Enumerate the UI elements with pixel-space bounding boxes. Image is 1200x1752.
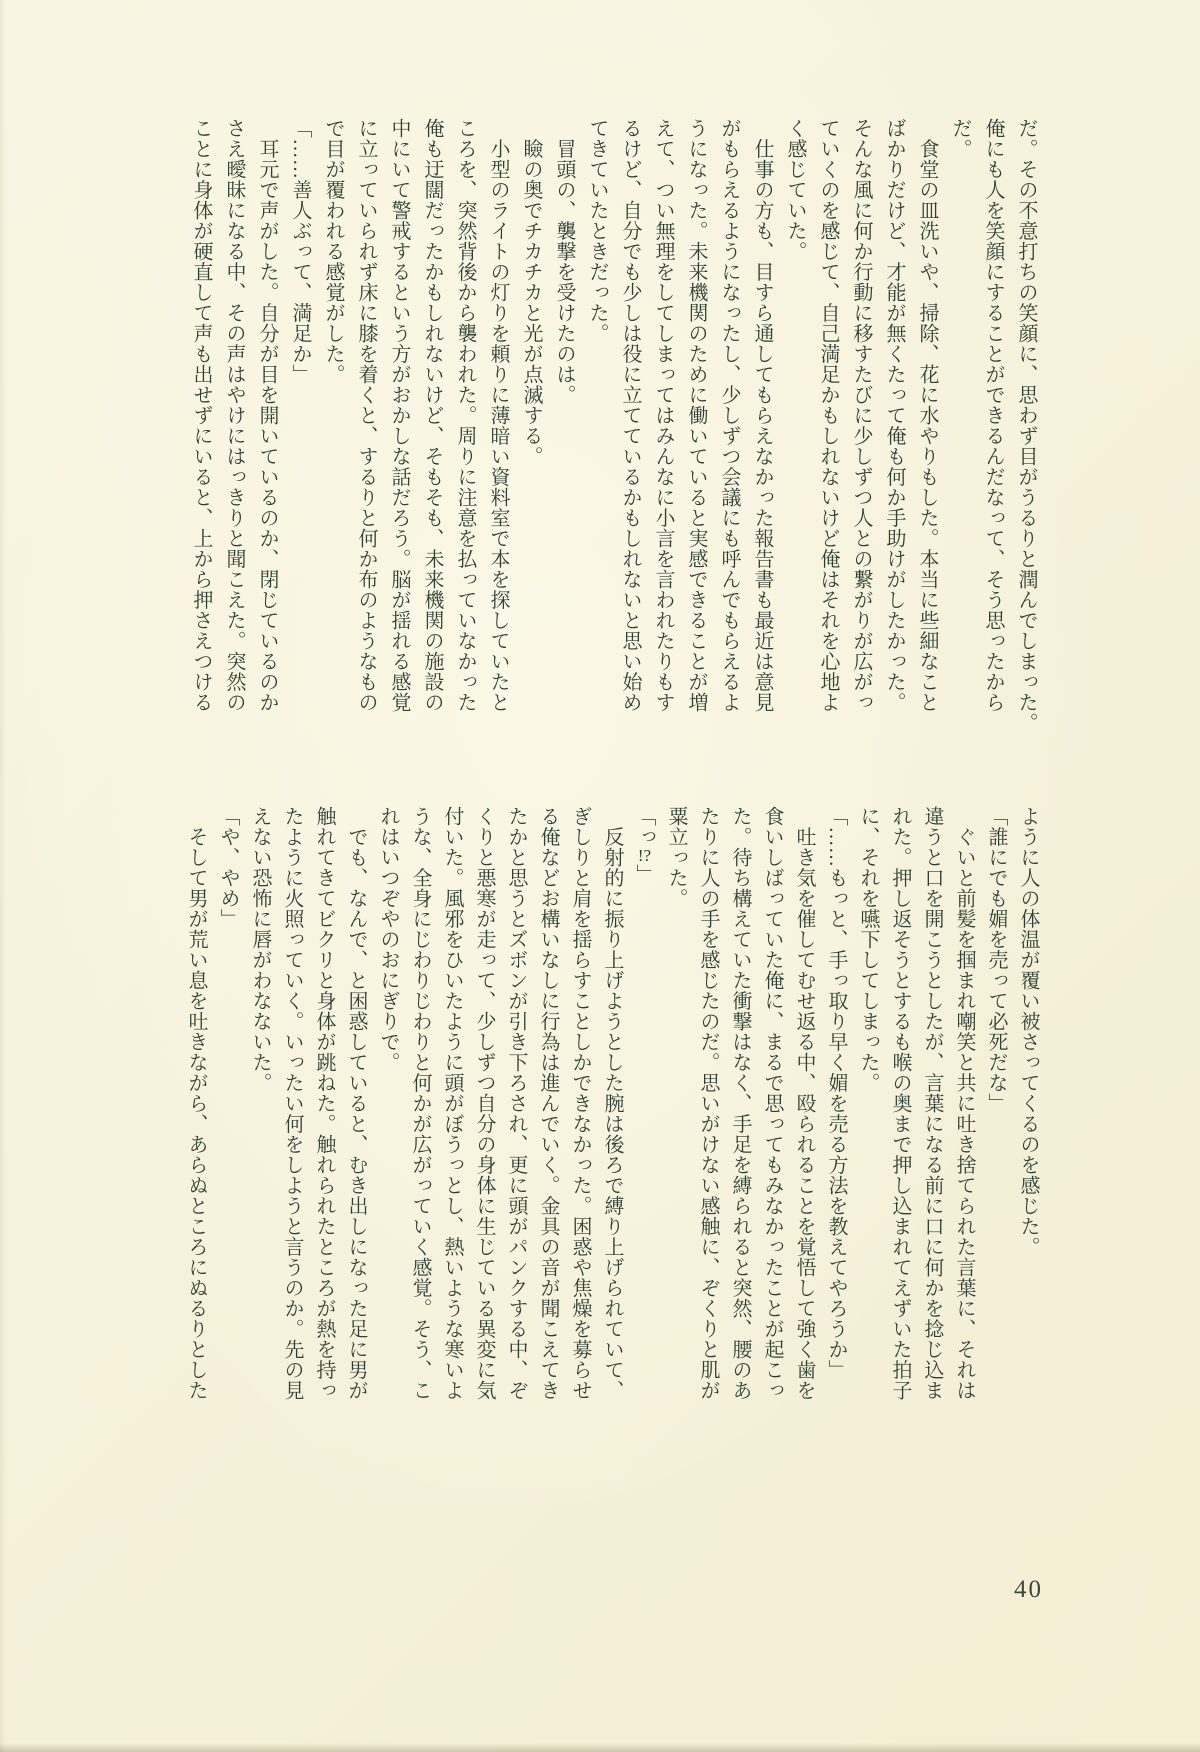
text-column: 吐き気を催してむせ返る中、殴られることを覚悟して強く歯を <box>793 806 815 1401</box>
text-column: る俺などお構いなしに行為は進んでいく。金具の音が聞こえてき <box>537 806 559 1401</box>
page-number: 40 <box>1014 1576 1043 1603</box>
text-column: でも、なんで、と困惑していると、むき出しになった足に男が <box>345 806 367 1401</box>
text-column: 反射的に振り上げようとした腕は後ろで縛り上げられていて、 <box>601 806 623 1401</box>
text-block-bottom <box>180 806 1044 1468</box>
text-column: てきていたときだった。 <box>586 118 608 344</box>
text-column: に立っていられず床に膝を着くと、するりと何か布のようなもの <box>355 118 377 713</box>
text-column: 食いしばっていた俺に、まるで思ってもみなかったことが起こっ <box>761 806 783 1401</box>
text-column: 違うと口を開こうとしたが、言葉になる前に口に何かを捻じ込ま <box>921 806 943 1401</box>
text-column: だ。その不意打ちの笑顔に、思わず目がうるりと潤んでしまった。 <box>1015 118 1037 733</box>
text-column: ころを、突然背後から襲われた。周りに注意を払っていなかった <box>454 118 476 713</box>
text-column: 「……善人ぶって、満足か」 <box>289 118 311 385</box>
text-column: に、それを嚥下してしまった。 <box>857 806 879 1093</box>
text-column: 「や、やめ」 <box>217 806 239 929</box>
tatechuyoko-exclamation-question: !? <box>637 847 652 864</box>
text-column: ぎしりと肩を揺らすことしかできなかった。困惑や焦燥を募らせ <box>569 806 591 1401</box>
text-column: 俺も迂闊だったかもしれないけど、そもそも、未来機関の施設の <box>421 118 443 713</box>
text-column: 付いた。風邪をひいたように頭がぼうっとし、熱いような寒いよ <box>441 806 463 1401</box>
text-column: 耳元で声がした。自分が目を開いているのか、閉じているのか <box>256 118 278 713</box>
text-column: 瞼の奥でチカチカと光が点滅する。 <box>520 118 542 467</box>
text-column: そして男が荒い息を吐きながら、あらぬところにぬるりとした <box>185 806 207 1401</box>
text-column: 触れてきてビクリと身体が跳ねた。触れられたところが熱を持っ <box>313 806 335 1401</box>
text-column: たりに人の手を感じたのだ。思いがけない感触に、ぞくりと肌が <box>697 806 719 1401</box>
text-column: く感じていた。 <box>784 118 806 262</box>
text-column: がもらえるようになったし、少しずつ会議にも呼んでもらえるよ <box>718 118 740 713</box>
text-column: たかと思うとズボンが引き下ろされ、更に頭がパンクする中、ぞ <box>505 806 527 1401</box>
text-column: うになった。未来機関のために働いていると実感できることが増 <box>685 118 707 713</box>
text-column: 「っ!?」 <box>633 806 655 885</box>
text-column: で目が覆われる感覚がした。 <box>322 118 344 385</box>
text-column: くりと悪寒が走って、少しずつ自分の身体に生じている異変に気 <box>473 806 495 1401</box>
text-column: ことに身体が硬直して声も出せずにいると、上から押さえつける <box>190 118 212 713</box>
text-column: そんな風に何か行動に移すたびに少しずつ人との繋がりが広がっ <box>850 118 872 713</box>
text-column: れた。押し返そうとするも喉の奥まで押し込まれてえずいた拍子 <box>889 806 911 1401</box>
text-column: たように火照っていく。いったい何をしようと言うのか。先の見 <box>281 806 303 1401</box>
text-column: だ。 <box>949 118 971 159</box>
text-column: 中にいて警戒するという方がおかしな話だろう。脳が揺れる感覚 <box>388 118 410 713</box>
text-column: ばかりだけど、才能が無くたって俺も何か手助けがしたかった。 <box>883 118 905 713</box>
text-column: えて、つい無理をしてしまってはみんなに小言を言われたりもす <box>652 118 674 713</box>
text-column: ように人の体温が覆い被さってくるのを感じた。 <box>1017 806 1039 1257</box>
text-column: 仕事の方も、目すら通してもらえなかった報告書も最近は意見 <box>751 118 773 713</box>
text-column: えない恐怖に唇がわなないた。 <box>249 806 271 1093</box>
text-column: 「誰にでも媚を売って必死だな」 <box>985 806 1007 1114</box>
text-column: 小型のライトの灯りを頼りに薄暗い資料室で本を探していたと <box>487 118 509 713</box>
text-column: 食堂の皿洗いや、掃除、花に水やりもした。本当に些細なこと <box>916 118 938 713</box>
text-block-top <box>184 118 1042 780</box>
text-column: ぐいと前髪を掴まれ嘲笑と共に吐き捨てられた言葉に、それは <box>953 806 975 1401</box>
text-column: うな、全身にじわりじわりと何かが広がっていく感覚。そう、こ <box>409 806 431 1401</box>
text-column: た。待ち構えていた衝撃はなく、手足を縛られると突然、腰のあ <box>729 806 751 1401</box>
text-column: 粟立った。 <box>665 806 687 909</box>
text-column: ていくのを感じて、自己満足かもしれないけど俺はそれを心地よ <box>817 118 839 713</box>
text-column: 冒頭の、襲撃を受けたのは。 <box>553 118 575 405</box>
text-column: 俺にも人を笑顔にすることができるんだなって、そう思ったから <box>982 118 1004 713</box>
text-column: 「……もっと、手っ取り早く媚を売る方法を教えてやろうか」 <box>825 806 847 1380</box>
text-column: さえ曖昧になる中、その声はやけにはっきりと聞こえた。突然の <box>223 118 245 713</box>
text-column: れはいつぞやのおにぎりで。 <box>377 806 399 1073</box>
text-column: るけど、自分でも少しは役に立てているかもしれないと思い始め <box>619 118 641 713</box>
